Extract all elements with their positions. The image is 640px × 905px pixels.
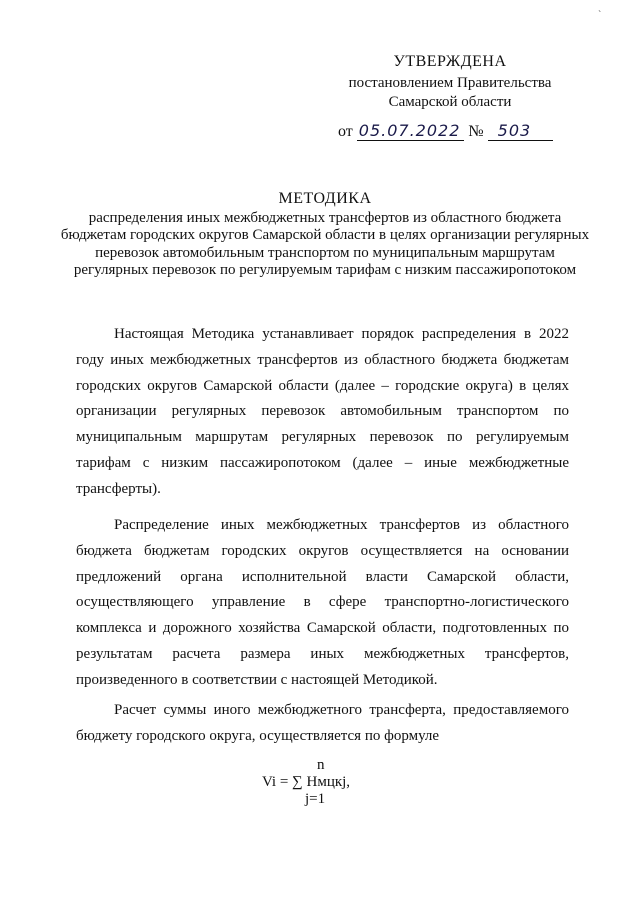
document-title (60, 190, 590, 280)
approval-line-1: постановлением Правительства (348, 75, 552, 91)
document-subtitle: распределения иных межбюджетных трансфертов из областного бюджета бюджетам городских округов Самарской области в целях организации регулярных перевозок автомобильным транспортом по муниципальным маршрутам регулярных перевозок по регулируемым тарифам с низким пассажиропотоком (60, 209, 590, 278)
order-line (338, 121, 553, 141)
formula (240, 757, 400, 817)
document-heading: МЕТОДИКА (278, 190, 372, 207)
approval-title: УТВЕРЖДЕНА (393, 53, 507, 70)
approval-stamp (330, 52, 570, 112)
paragraph-2: Распределение иных межбюджетных трансфертов из областного бюджета бюджетам городских округов осуществляется на основании предложений органа исполнительной власти Самарской области, осуществляющего управление в сфере транспортно-логистического комплекса и дорожного хозяйства Самарской области, подготовленных по результатам расчета размера иных межбюджетных трансфертов, произведенного в соответствии с настоящей Методикой. (76, 517, 569, 688)
order-number: 503 (488, 121, 554, 141)
approval-line-2: Самарской области (388, 94, 512, 110)
formula-upper-limit: n (317, 757, 325, 773)
formula-lower-limit: j=1 (305, 791, 326, 807)
order-number-label: № (468, 123, 484, 140)
order-from-label: от (338, 123, 353, 140)
paragraph-3: Расчет суммы иного межбюджетного трансферта, предоставляемого бюджету городского округа, осуществляется по формуле (76, 702, 569, 744)
corner-mark: ˋ (598, 10, 602, 21)
order-date: 05.07.2022 (357, 121, 465, 141)
paragraph-1: Настоящая Методика устанавливает порядок распределения в 2022 году иных межбюджетных трансфертов из областного бюджета бюджетам городских округов Самарской области (далее – городские округа) в целях организации регулярных перевозок автомобильным транспортом по муниципальным маршрутам регулярных перевозок по регулируемым тарифам с низким пассажиропотоком (далее – иные межбюджетные трансферты). (76, 326, 569, 497)
formula-main: Vi = ∑ Нмцкj, (262, 774, 351, 790)
